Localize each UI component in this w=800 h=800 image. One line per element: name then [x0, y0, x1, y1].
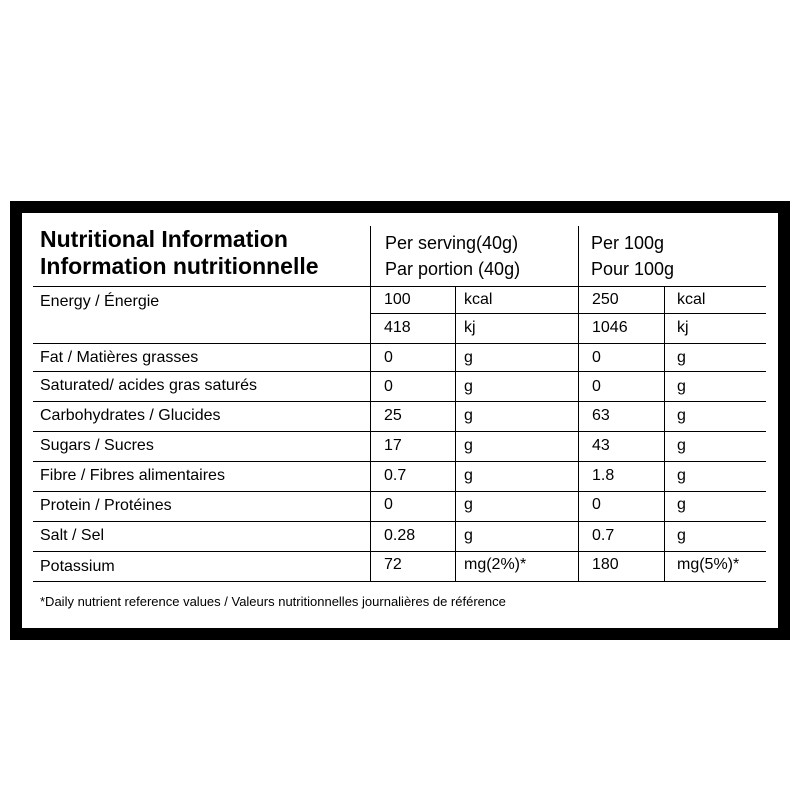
per-100g-value: 180: [592, 556, 619, 573]
table-title: [40, 226, 319, 280]
nutrient-label: Sugars / Sucres: [40, 437, 154, 454]
row-divider: [33, 551, 766, 552]
per-100g-unit: g: [677, 527, 686, 544]
per-100g-header: [591, 230, 674, 282]
nutrient-label: Fat / Matières grasses: [40, 349, 199, 366]
serving-value: 0: [384, 378, 393, 395]
row-divider: [33, 461, 766, 462]
serving-value: 25: [384, 407, 402, 424]
per-100g-value: 43: [592, 437, 610, 454]
serving-value: 0.28: [384, 527, 416, 544]
serving-value: 418: [384, 319, 411, 336]
row-divider: [370, 313, 766, 314]
serving-value: 72: [384, 556, 402, 573]
serving-unit: g: [464, 349, 473, 366]
per-serving-french: Par portion (40g): [385, 259, 521, 279]
per-100g-unit: mg(5%)*: [677, 556, 740, 573]
per-100g-unit: g: [677, 407, 686, 424]
nutrient-label: Saturated/ acides gras saturés: [40, 377, 258, 394]
serving-unit: g: [464, 496, 473, 513]
serving-unit: kj: [464, 319, 476, 336]
row-divider: [33, 491, 766, 492]
row-divider: [33, 431, 766, 432]
nutrient-label: Fibre / Fibres alimentaires: [40, 467, 225, 484]
serving-value: 17: [384, 437, 402, 454]
title-english: Nutritional Information: [40, 226, 288, 252]
per-100g-value: 0: [592, 378, 601, 395]
per-100g-english: Per 100g: [591, 233, 665, 253]
serving-value: 100: [384, 291, 411, 308]
serving-value: 0: [384, 496, 393, 513]
per-100g-value: 0: [592, 496, 601, 513]
row-divider: [33, 401, 766, 402]
title-french: Information nutritionnelle: [40, 253, 319, 279]
serving-unit: kcal: [464, 291, 493, 308]
per-100g-value: 0: [592, 349, 601, 366]
per-100g-value: 1.8: [592, 467, 615, 484]
per-100g-value: 1046: [592, 319, 628, 336]
per-100g-unit: g: [677, 378, 686, 395]
row-divider: [33, 521, 766, 522]
per-100g-french: Pour 100g: [591, 259, 675, 279]
serving-unit: g: [464, 467, 473, 484]
serving-unit: g: [464, 437, 473, 454]
per-serving-english: Per serving(40g): [385, 233, 519, 253]
nutrient-label: Protein / Protéines: [40, 497, 172, 514]
per-100g-unit: g: [677, 467, 686, 484]
column-divider: [455, 286, 456, 581]
per-100g-unit: kj: [677, 319, 689, 336]
per-100g-value: 63: [592, 407, 610, 424]
row-divider: [33, 286, 766, 287]
per-100g-unit: kcal: [677, 291, 706, 308]
serving-value: 0.7: [384, 467, 407, 484]
per-100g-unit: g: [677, 349, 686, 366]
per-100g-unit: g: [677, 437, 686, 454]
serving-unit: g: [464, 527, 473, 544]
serving-unit: g: [464, 407, 473, 424]
serving-unit: g: [464, 378, 473, 395]
nutrient-label: Energy / Énergie: [40, 293, 160, 310]
nutrient-label: Salt / Sel: [40, 527, 105, 544]
column-divider: [370, 226, 371, 581]
row-divider: [33, 371, 766, 372]
per-serving-header: [385, 230, 520, 282]
serving-unit: mg(2%)*: [464, 556, 527, 573]
nutrient-label: Carbohydrates / Glucides: [40, 407, 221, 424]
serving-value: 0: [384, 349, 393, 366]
per-100g-value: 250: [592, 291, 619, 308]
nutrient-label: Potassium: [40, 558, 115, 575]
column-divider: [664, 286, 665, 581]
column-divider: [578, 226, 579, 581]
row-divider: [33, 343, 766, 344]
footnote: *Daily nutrient reference values / Valeurs nutritionnelles journalières de référence: [40, 594, 506, 609]
row-divider: [33, 581, 766, 582]
per-100g-unit: g: [677, 496, 686, 513]
per-100g-value: 0.7: [592, 527, 615, 544]
